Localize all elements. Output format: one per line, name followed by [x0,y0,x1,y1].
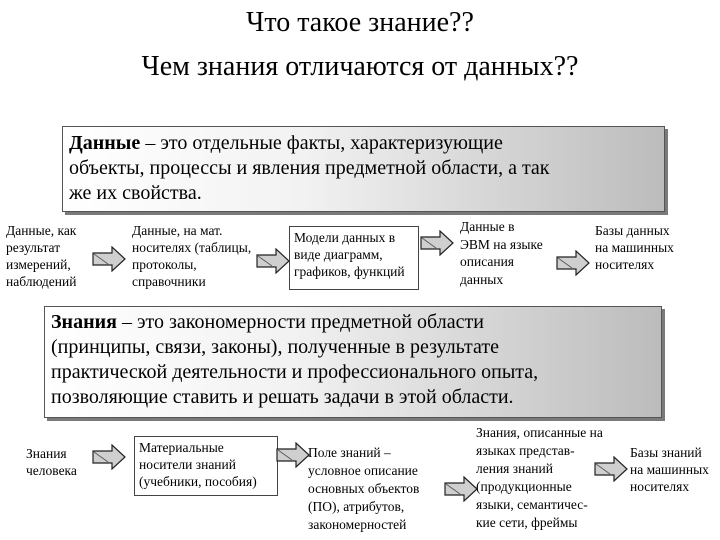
data-chain-node-1: Данные, как результат измерений, наблюдений [6,223,77,289]
title-line-1: Что такое знание?? [246,7,474,38]
data-chain-node-3: Модели данных в виде диаграмм, графиков, функций [289,226,419,290]
knowledge-definition-box [44,306,662,418]
knowledge-chain-node-2: Материальные носители знаний (учебники, пособия) [134,436,278,496]
title-line-2: Чем знания отличаются от данных?? [141,51,579,82]
arrow-right-icon [556,250,590,276]
knowledge-chain-node-5: Базы знаний на машинных носителях [630,445,709,494]
knowledge-chain-node-1: Знания человека [26,446,77,478]
arrow-right-icon [92,444,126,470]
data-definition-line-2: объекты, процессы и явления предметной области, а так [69,157,550,179]
data-chain-node-5: Базы данных на машинных носителях [595,223,674,272]
data-chain-node-2: Данные, на мат. носителях (таблицы, протоколы, справочники [132,223,252,289]
knowledge-definition-line-2: (принципы, связи, законы), полученные в результате [51,336,499,358]
data-definition-line-3: же их свойства. [69,182,202,204]
knowledge-chain-node-4: Знания, описанные на языках представ- ления знаний (продукционные языки, семантичес- кие сети, фреймы [476,425,603,530]
knowledge-definition-line-3: практической деятельности и профессионального опыта, [51,361,539,383]
knowledge-chain-node-3: Поле знаний – условное описание основных объектов (ПО), атрибутов, закономерностей [308,445,420,532]
knowledge-definition-line-4: позволяющие ставить и решать задачи в этой области. [51,386,514,408]
arrow-right-icon [276,442,310,468]
arrow-right-icon [256,248,290,274]
data-term: Данные [69,132,141,154]
arrow-right-icon [92,246,126,272]
arrow-right-icon [444,476,478,502]
data-definition-line-1: Данные – это отдельные факты, характеризующие [69,132,503,154]
data-definition-box [62,126,665,212]
arrow-right-icon [420,230,454,256]
arrow-right-icon [594,456,628,482]
knowledge-definition-line-1: Знания – это закономерности предметной области [51,311,484,333]
knowledge-term: Знания [51,311,117,333]
data-chain-node-4: Данные в ЭВМ на языке описания данных [460,219,543,287]
